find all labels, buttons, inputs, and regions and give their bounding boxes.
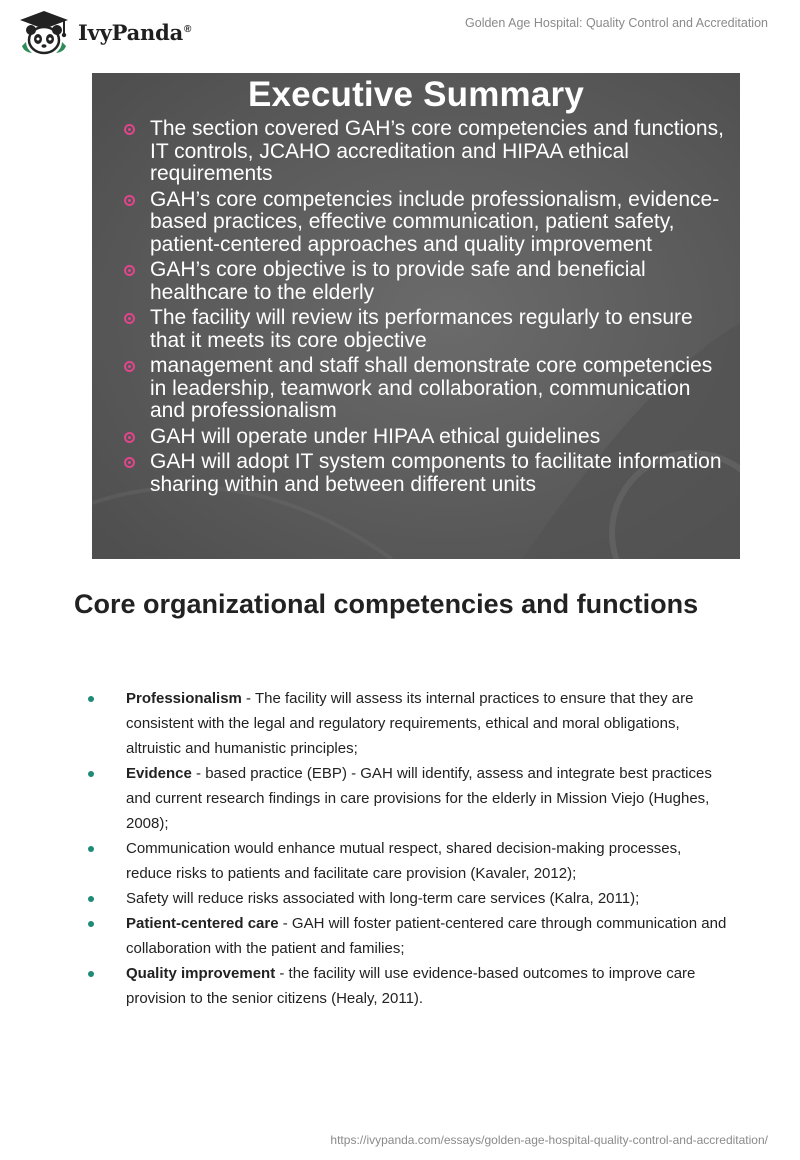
- slide-title: Executive Summary: [247, 75, 585, 114]
- pink-ring-bullet-icon: [124, 195, 135, 206]
- document-title: Golden Age Hospital: Quality Control and Accreditation: [465, 16, 768, 30]
- pink-ring-bullet-icon: [124, 432, 135, 443]
- pink-ring-bullet-icon: [124, 313, 135, 324]
- teal-dot-bullet-icon: [88, 921, 94, 927]
- teal-dot-bullet-icon: [88, 971, 94, 977]
- brand-name: IvyPanda®: [78, 19, 192, 45]
- slide-bullet-item: management and staff shall demonstrate core competencies in leadership, teamwork and collaboration, communication and professionalism: [124, 355, 724, 423]
- page-header: [0, 0, 800, 60]
- list-item: Professionalism - The facility will assess its internal practices to ensure that they are consistent with the legal and regulatory requirements, ethical and moral obligations, altruistic and humanistic principles;: [88, 686, 728, 761]
- ivypanda-logo[interactable]: [14, 8, 191, 56]
- executive-summary-slide: [92, 73, 740, 559]
- teal-dot-bullet-icon: [88, 846, 94, 852]
- list-item: Evidence - based practice (EBP) - GAH will identify, assess and integrate best practices and current research findings in care provisions for the elderly in Mission Viejo (Hughes, 2008);: [88, 761, 728, 836]
- teal-dot-bullet-icon: [88, 896, 94, 902]
- teal-dot-bullet-icon: [88, 771, 94, 777]
- slide-bullet-item: GAH’s core competencies include professionalism, evidence-based practices, effective communication, patient safety, patient-centered approaches and quality improvement: [124, 189, 724, 257]
- slide-bullet-item: The facility will review its performances regularly to ensure that it meets its core objective: [124, 307, 724, 352]
- panda-graduate-logo-icon: [14, 8, 74, 56]
- source-url-link[interactable]: https://ivypanda.com/essays/golden-age-hospital-quality-control-and-accreditation/: [330, 1133, 768, 1147]
- competencies-list: [88, 686, 728, 1011]
- section-heading: Core organizational competencies and functions: [74, 589, 699, 619]
- teal-dot-bullet-icon: [88, 696, 94, 702]
- list-item: Communication would enhance mutual respect, shared decision-making processes, reduce risks to patients and facilitate care provision (Kavaler, 2012);: [88, 836, 728, 886]
- pink-ring-bullet-icon: [124, 265, 135, 276]
- slide-bullet-list: [124, 118, 724, 499]
- list-item: Quality improvement - the facility will use evidence-based outcomes to improve care provision to the senior citizens (Healy, 2011).: [88, 961, 728, 1011]
- slide-bullet-item: GAH will adopt IT system components to facilitate information sharing within and between different units: [124, 451, 724, 496]
- list-item: Safety will reduce risks associated with long-term care services (Kalra, 2011);: [88, 886, 728, 911]
- slide-bullet-item: GAH will operate under HIPAA ethical guidelines: [124, 426, 724, 449]
- slide-bullet-item: The section covered GAH’s core competencies and functions, IT controls, JCAHO accreditation and HIPAA ethical requirements: [124, 118, 724, 186]
- pink-ring-bullet-icon: [124, 361, 135, 372]
- pink-ring-bullet-icon: [124, 124, 135, 135]
- list-item: Patient-centered care - GAH will foster patient-centered care through communication and collaboration with the patient and families;: [88, 911, 728, 961]
- pink-ring-bullet-icon: [124, 457, 135, 468]
- slide-bullet-item: GAH’s core objective is to provide safe and beneficial healthcare to the elderly: [124, 259, 724, 304]
